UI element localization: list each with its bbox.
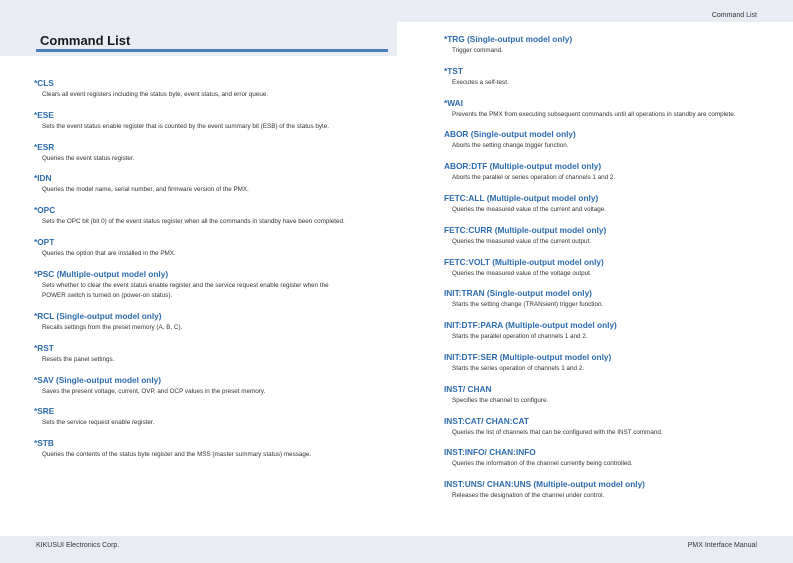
command-description: Clears all event registers including the status byte, event status, and error queue. [42, 91, 269, 98]
command-name: *OPT [34, 236, 55, 247]
command-entry [444, 257, 764, 279]
command-entry [444, 34, 764, 56]
command-description: Executes a self-test. [452, 78, 509, 86]
command-name: INST:CAT/ CHAN:CAT [444, 415, 529, 426]
command-description: Queries the measured value of the current and voltage. [452, 205, 607, 213]
command-name: INIT:TRAN (Single-output model only) [444, 288, 592, 299]
command-name: *CLS [34, 78, 54, 88]
command-entry [444, 352, 764, 374]
footer-band [0, 536, 793, 563]
command-entry [444, 479, 764, 501]
command-description: Sets the service request enable register. [42, 419, 155, 427]
command-entry [444, 225, 764, 247]
command-description: Specifies the channel to configure. [452, 396, 549, 404]
command-description: Prevents the PMX from executing subsequent commands until all operations in standby are complete. [452, 110, 736, 118]
command-name: *RCL (Single-output model only) [34, 310, 162, 321]
command-entry [444, 98, 764, 120]
command-name: *SRE [34, 406, 55, 417]
command-description: Sets whether to clear the event status enable register and the service request enable register when the POWER switch is turned on (power-on status). [42, 281, 329, 300]
command-entry [34, 237, 354, 259]
command-name: INIT:DTF:PARA (Multiple-output model only) [444, 320, 617, 331]
command-entry [34, 343, 354, 365]
command-description: Saves the present voltage, current, OVP, and OCP values in the preset memory. [42, 387, 266, 395]
command-description: Aborts the parallel or series operation of channels 1 and 2. [452, 174, 616, 182]
command-entry [444, 416, 764, 438]
command-entry [34, 406, 354, 428]
command-description: Aborts the setting change trigger function. [452, 142, 569, 150]
command-description: Queries the event status register. [42, 154, 135, 162]
command-description: Recalls settings from the preset memory (A, B, C). [42, 323, 183, 331]
command-entry [34, 269, 354, 302]
command-name: *TRG (Single-output model only) [444, 34, 573, 44]
command-entry [444, 161, 764, 183]
command-name: ABOR:DTF (Multiple-output model only) [444, 161, 602, 172]
command-name: *OPC [34, 205, 56, 216]
command-name: *PSC (Multiple-output model only) [34, 268, 169, 279]
command-entry [34, 205, 354, 227]
command-name: *WAI [444, 97, 463, 108]
footer-company: KIKUSUI Electronics Corp. [36, 542, 120, 549]
command-description: Sets the event status enable register that is counted by the event summary bit (ESB) of the status byte. [42, 122, 330, 130]
command-name: FETC:ALL (Multiple-output model only) [444, 192, 599, 203]
command-entry [444, 288, 764, 310]
command-entry [34, 375, 354, 397]
running-head: Command List [711, 12, 757, 19]
command-description: Queries the option that are installed in the PMX. [42, 249, 176, 257]
command-entry [444, 129, 764, 151]
command-name: *ESR [34, 141, 55, 152]
command-name: INST/ CHAN [444, 383, 492, 394]
command-entry [34, 78, 354, 100]
command-name: *RST [34, 342, 54, 353]
command-entry [34, 438, 354, 460]
command-name: *IDN [34, 173, 52, 184]
command-description: Releases the designation of the channel under control. [452, 492, 605, 500]
command-name: *SAV (Single-output model only) [34, 374, 162, 385]
command-description: Queries the measured value of the voltage output. [452, 269, 592, 277]
command-entry [444, 384, 764, 406]
command-entry [444, 320, 764, 342]
command-description: Queries the model name, serial number, and firmware version of the PMX. [42, 186, 249, 194]
footer-manual-title: PMX Interface Manual [687, 542, 757, 549]
command-description: Queries the contents of the status byte register and the MSS (master summary status) message. [42, 451, 312, 459]
command-entry [34, 173, 354, 195]
command-description: Queries the measured value of the current output. [452, 237, 591, 245]
command-description: Queries the list of channels that can be configured with the INST command. [452, 428, 663, 436]
command-name: FETC:VOLT (Multiple-output model only) [444, 256, 604, 267]
command-entry [444, 193, 764, 215]
command-entry [34, 142, 354, 164]
command-name: INIT:DTF:SER (Multiple-output model only) [444, 351, 612, 362]
command-entry [34, 110, 354, 132]
page-title: Command List [40, 33, 131, 48]
command-entry [444, 66, 764, 88]
command-description: Sets the OPC bit (bit 0) of the event status register when all the commands in standby have been completed. [42, 218, 345, 226]
command-description: Trigger command. [452, 47, 503, 54]
command-description: Starts the setting change (TRANsient) trigger function. [452, 301, 604, 309]
command-name: *TST [444, 65, 463, 76]
right-command-column [444, 34, 764, 511]
command-name: INST:UNS/ CHAN:UNS (Multiple-output model only) [444, 479, 645, 490]
command-description: Starts the parallel operation of channels 1 and 2. [452, 333, 588, 341]
command-name: INST:INFO/ CHAN:INFO [444, 447, 536, 458]
command-description: Starts the series operation of channels 1 and 2. [452, 364, 584, 372]
command-description: Resets the panel settings. [42, 355, 115, 363]
command-name: *ESE [34, 109, 54, 120]
command-entry [444, 447, 764, 469]
command-name: FETC:CURR (Multiple-output model only) [444, 224, 607, 235]
title-underline [36, 49, 388, 52]
command-name: *STB [34, 438, 54, 449]
command-entry [34, 311, 354, 333]
left-command-column [34, 78, 354, 470]
command-description: Queries the information of the channel currently being controlled. [452, 460, 633, 468]
command-name: ABOR (Single-output model only) [444, 129, 576, 140]
